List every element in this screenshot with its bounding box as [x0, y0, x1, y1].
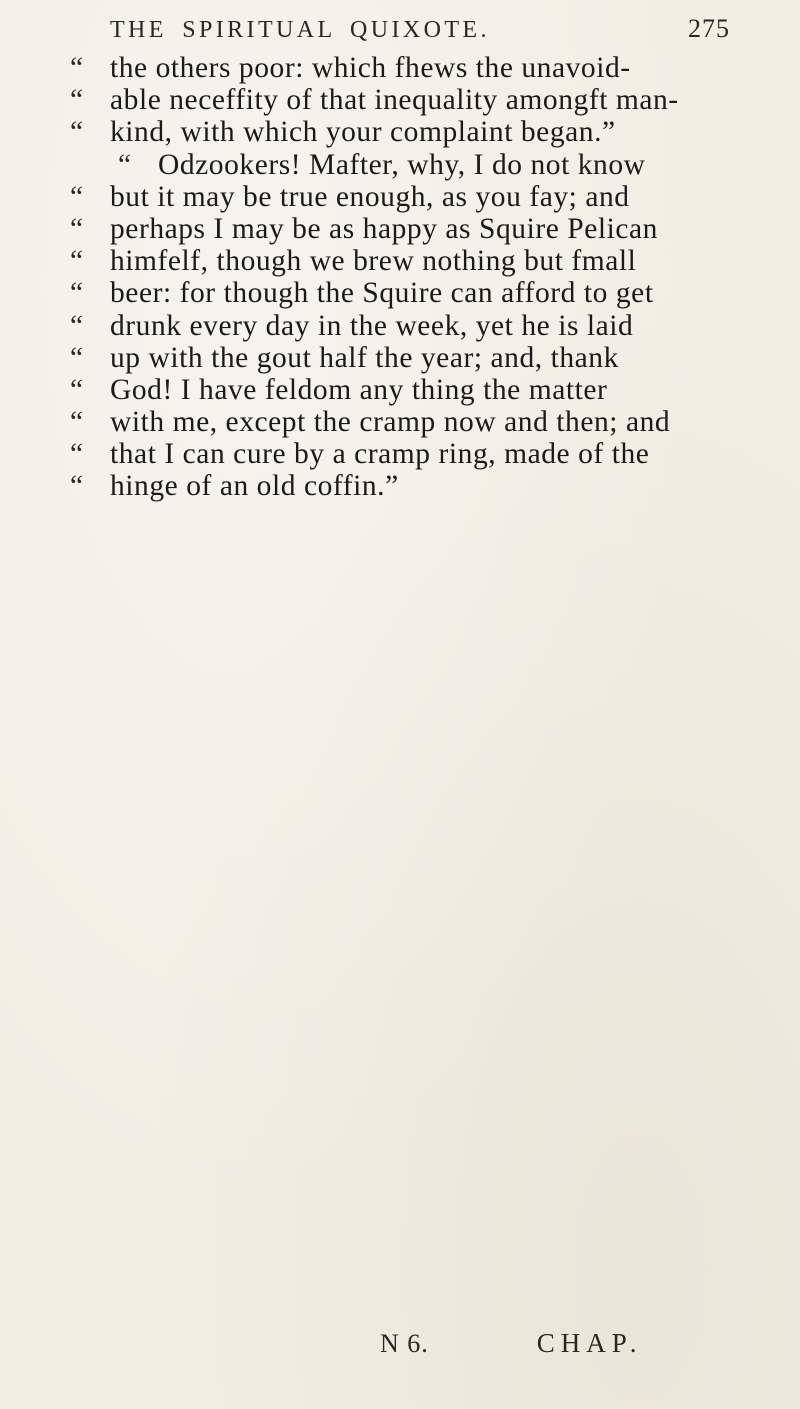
text-line	[70, 310, 750, 342]
line-text: able neceffity of that inequality amongft man-	[110, 84, 679, 117]
quote-mark: “	[70, 341, 84, 374]
line-text: that I can cure by a cramp ring, made of the	[110, 438, 650, 471]
quote-mark: “	[118, 148, 132, 181]
line-text: drunk every day in the week, yet he is laid	[110, 309, 634, 342]
signature-mark: N 6.	[380, 1329, 429, 1358]
text-line	[70, 470, 750, 502]
text-line	[70, 342, 750, 374]
quote-mark: “	[70, 438, 84, 471]
text-line	[70, 406, 750, 438]
quote-mark: “	[70, 277, 84, 310]
quote-mark: “	[70, 470, 84, 503]
line-text: with me, except the cramp now and then; and	[110, 406, 671, 439]
line-text: up with the gout half the year; and, thank	[110, 341, 619, 374]
running-title: THE SPIRITUAL QUIXOTE.	[110, 17, 490, 43]
text-line	[70, 149, 750, 181]
line-text: the others poor: which fhews the unavoid-	[110, 52, 631, 84]
text-line	[70, 52, 750, 84]
catchword: CHAP.	[536, 1328, 643, 1358]
quote-mark: “	[70, 212, 84, 245]
text-line	[70, 116, 750, 148]
quote-mark: “	[70, 52, 84, 84]
text-line	[70, 213, 750, 245]
line-text: himfelf, though we brew nothing but fmall	[110, 245, 637, 278]
running-head	[110, 14, 730, 44]
text-line	[70, 181, 750, 213]
page-number: 275	[688, 14, 730, 43]
quote-mark: “	[70, 406, 84, 439]
line-text: perhaps I may be as happy as Squire Pelican	[110, 212, 658, 245]
text-line	[70, 374, 750, 406]
line-text: but it may be true enough, as you fay; and	[110, 180, 630, 213]
quote-mark: “	[70, 245, 84, 278]
quote-mark: “	[70, 309, 84, 342]
line-text: hinge of an old coffin.”	[110, 470, 399, 503]
line-text: beer: for though the Squire can afford to get	[110, 277, 654, 310]
quote-mark: “	[70, 373, 84, 406]
body-text	[70, 52, 750, 503]
quote-mark: “	[70, 180, 84, 213]
quote-mark: “	[70, 116, 84, 149]
footer-catchwords	[380, 1328, 800, 1359]
text-line	[70, 245, 750, 277]
quote-mark: “	[70, 84, 84, 117]
text-line	[70, 84, 750, 116]
line-text: God! I have feldom any thing the matter	[110, 373, 608, 406]
text-line	[70, 438, 750, 470]
line-text: Odzookers! Mafter, why, I do not know	[158, 148, 646, 181]
line-text: kind, with which your complaint began.”	[110, 116, 616, 149]
text-line	[70, 277, 750, 309]
